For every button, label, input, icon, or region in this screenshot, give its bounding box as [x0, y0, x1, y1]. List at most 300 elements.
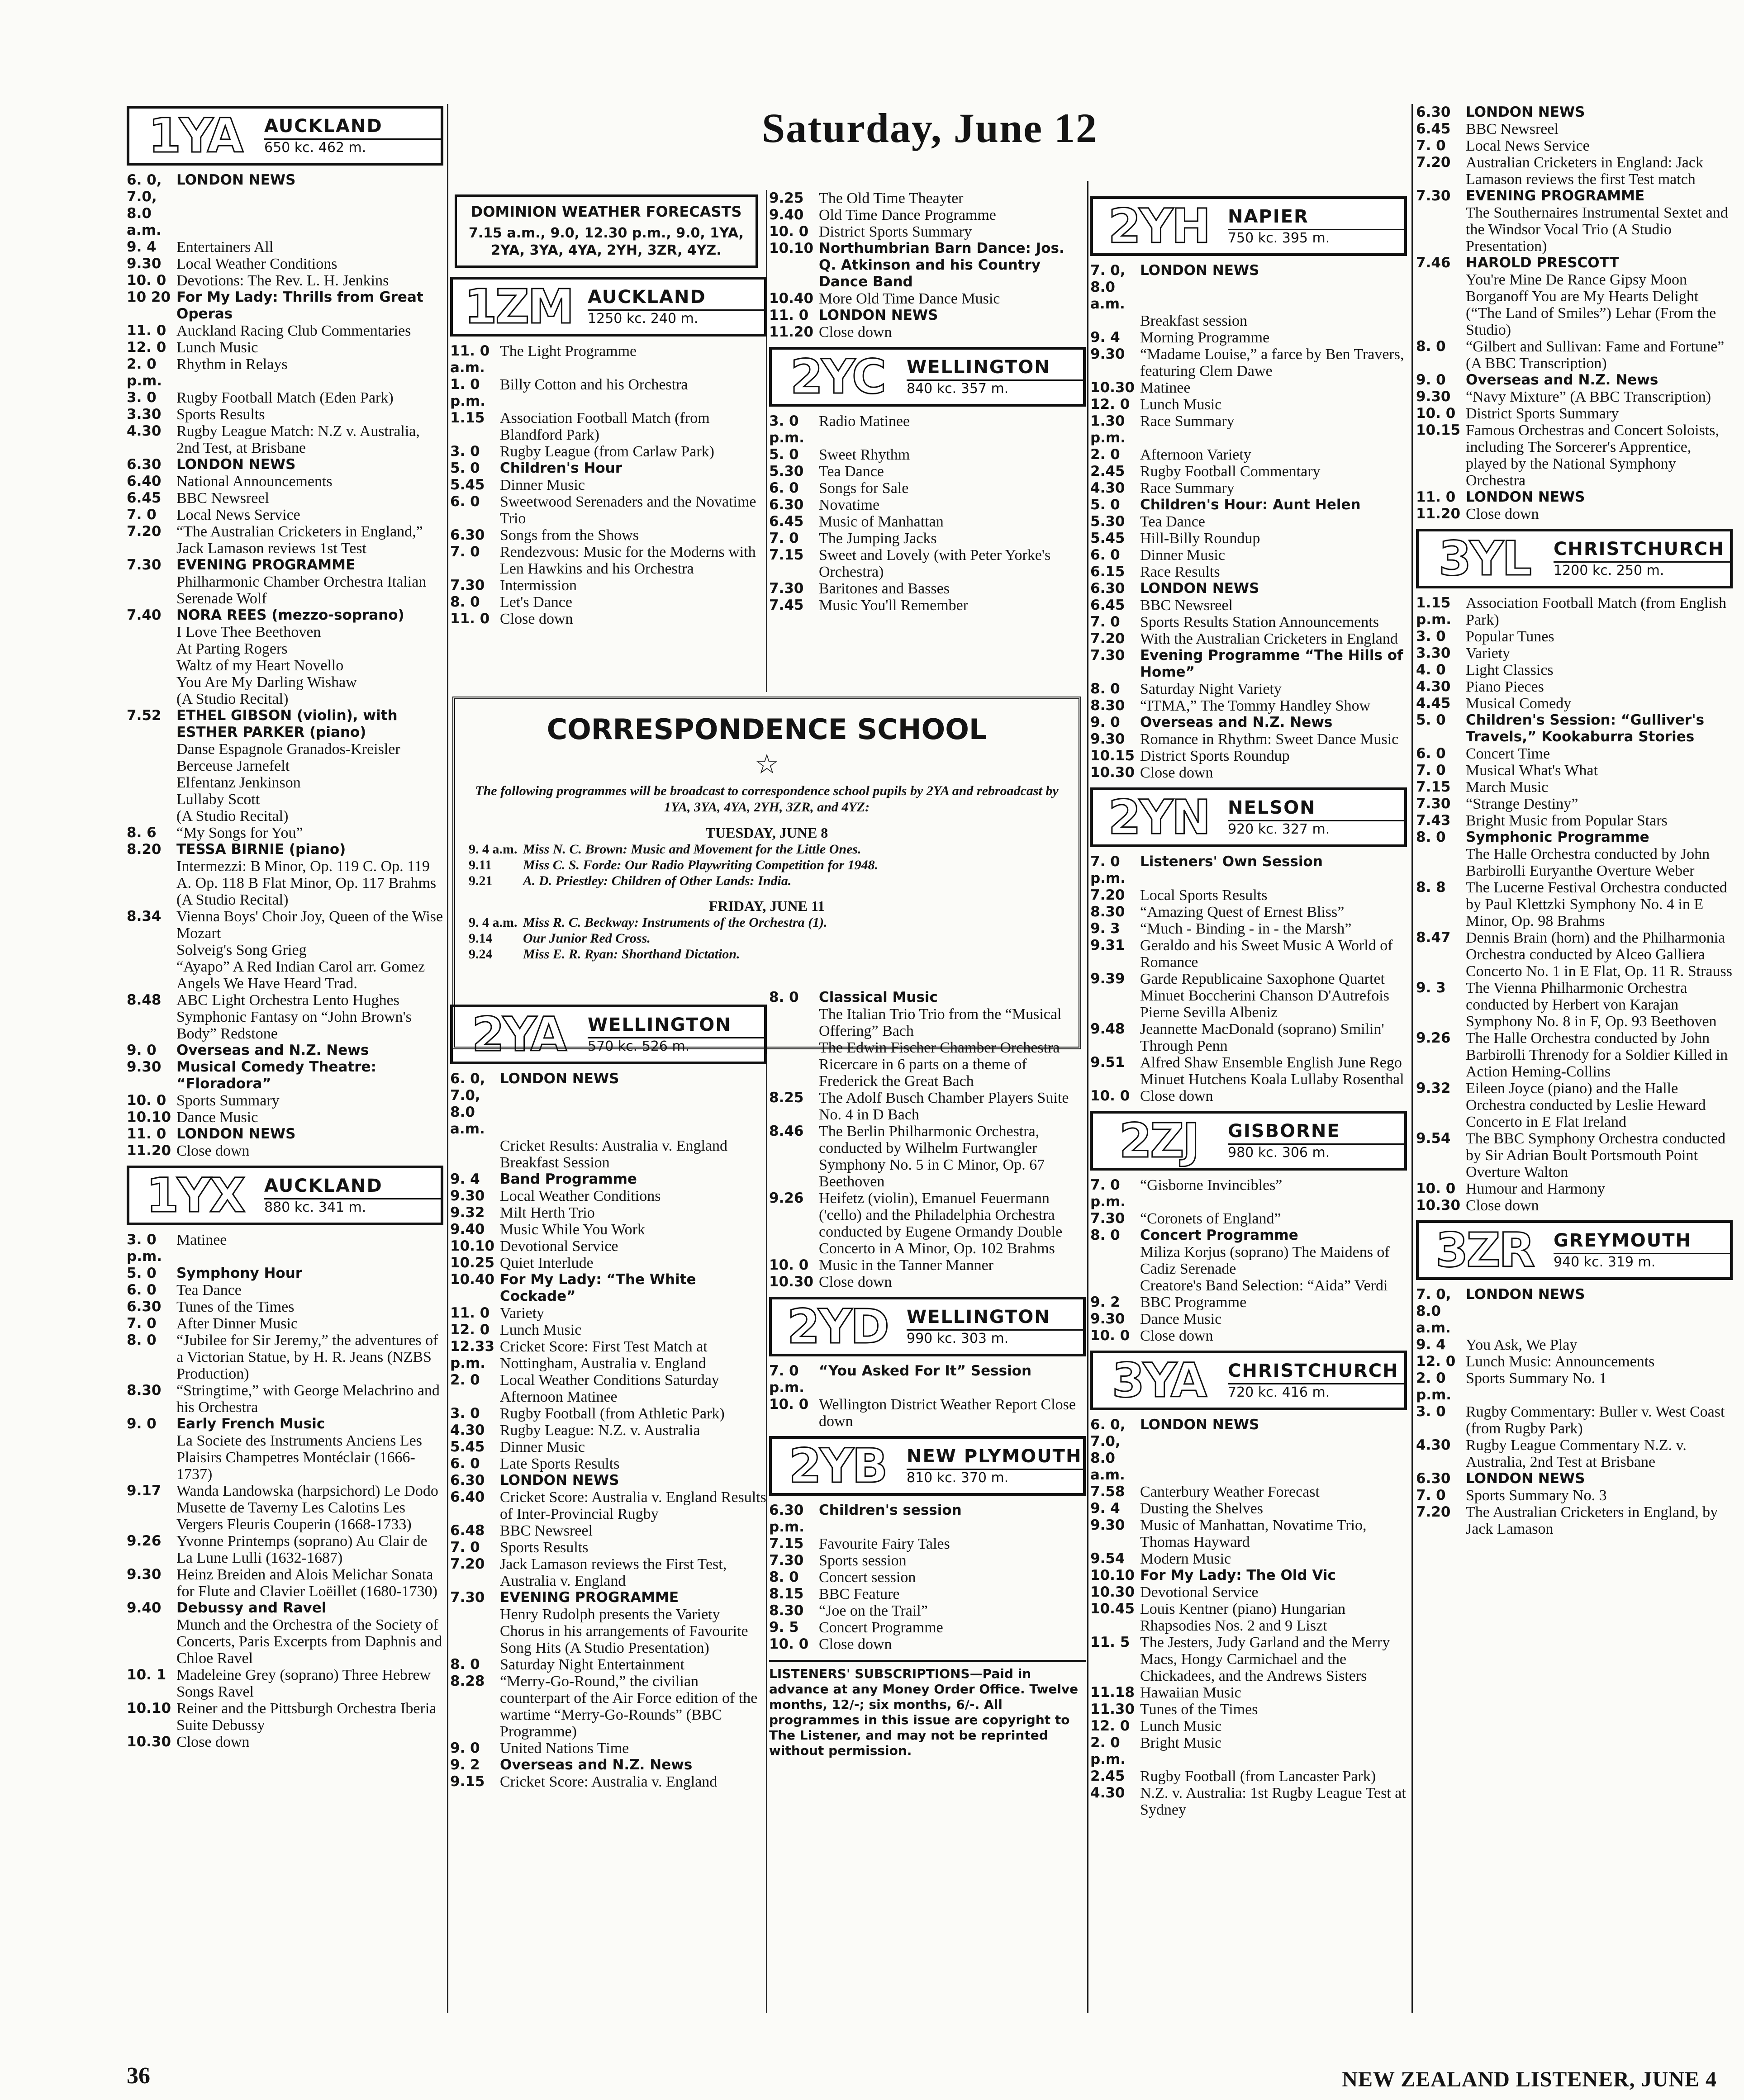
programme-item: [450, 376, 767, 410]
programme-list: [450, 343, 767, 627]
programme-time: 9.30: [1090, 1311, 1125, 1327]
programme-time: 10.40: [450, 1271, 495, 1288]
programme-time: 9.30: [1090, 1517, 1125, 1533]
programme-item: [1416, 812, 1733, 829]
programme-time: 5. 0: [450, 460, 480, 476]
programme-title: Overseas and N.Z. News: [1140, 714, 1333, 730]
programme-time: [127, 808, 176, 825]
programme-time: 8.30: [769, 1602, 804, 1619]
programme-item: [769, 223, 1086, 240]
programme-time: 11.30: [1090, 1701, 1135, 1717]
programme-time: 9.26: [127, 1533, 162, 1549]
programme-item: [769, 463, 1086, 480]
station-frequency: 1250 kc. 240 m.: [588, 309, 764, 327]
programme-title: Children's session: [819, 1502, 962, 1518]
programme-title: TESSA BIRNIE (piano): [176, 841, 346, 858]
programme-item: [769, 207, 1086, 223]
programme-item: [769, 1552, 1086, 1569]
programme-time: 10.30: [1416, 1197, 1461, 1214]
programme-title: The Light Programme: [500, 343, 637, 360]
programme-time: 12. 0: [450, 1322, 490, 1338]
programme-list: [1090, 262, 1407, 781]
programme-item: [450, 611, 767, 627]
programme-title: LONDON NEWS: [500, 1071, 619, 1087]
programme-time: 7.30: [769, 1552, 804, 1569]
programme-item: [1416, 695, 1733, 712]
programme-title: The Adolf Busch Chamber Players Suite No. 4 in D Bach: [819, 1090, 1069, 1123]
programme-title: “You Asked For It” Session: [819, 1363, 1032, 1379]
programme-time: 6.30: [127, 1299, 162, 1315]
programme-title: BBC Newsreel: [1466, 121, 1559, 137]
programme-title: Local Weather Conditions Saturday Afternoon Matinee: [500, 1372, 719, 1405]
programme-item: [450, 443, 767, 460]
programme-time: 7. 0 p.m.: [1090, 853, 1126, 886]
programme-item: [450, 577, 767, 594]
programme-time: [127, 758, 176, 774]
programme-time: 10.10: [127, 1700, 171, 1716]
programme-item: [1090, 971, 1407, 1021]
station-city: WELLINGTON: [907, 357, 1050, 378]
programme-title: Rugby League: N.Z. v. Australia: [500, 1422, 700, 1439]
programme-title: The Halle Orchestra conducted by John Barbirolli Euryanthe Overture Weber: [1466, 846, 1710, 879]
programme-time: 7.20: [450, 1556, 485, 1572]
programme-title: Breakfast session: [1140, 313, 1248, 329]
programme-title: LONDON NEWS: [1140, 580, 1259, 597]
programme-item: [1416, 137, 1733, 154]
programme-title: Overseas and N.Z. News: [176, 1042, 369, 1058]
programme-title: Dennis Brain (horn) and the Philharmonia Orchestra conducted by Alceo Galliera Concerto No. 1 in E Flat, Op. 11 R. Strauss: [1466, 929, 1732, 980]
programme-time: 4.30: [1416, 1437, 1451, 1453]
programme-item: [127, 891, 443, 908]
station-header-3zr: [1416, 1220, 1733, 1280]
station-call: 1YX: [146, 1168, 244, 1223]
programme-title: “Navy Mixture” (A BBC Transcription): [1466, 389, 1711, 405]
programme-item: [450, 1773, 767, 1790]
programme-time: 6.45: [769, 513, 804, 530]
programme-time: 9.30: [450, 1188, 485, 1204]
programme-item: [127, 1092, 443, 1109]
programme-item: [1090, 1327, 1407, 1344]
programme-time: 11.20: [769, 324, 814, 340]
programme-time: 9.39: [1090, 971, 1125, 987]
station-call: 3YA: [1112, 1353, 1206, 1408]
programme-time: 7.20: [1090, 887, 1125, 903]
programme-time: 10.10: [1090, 1567, 1135, 1583]
programme-item: [450, 1489, 767, 1522]
programme-title: HAROLD PRESCOTT: [1466, 255, 1619, 271]
page-number: 36: [127, 2063, 150, 2089]
programme-time: 10.30: [769, 1274, 814, 1290]
station-header-1yx: [127, 1166, 443, 1225]
programme-title: Close down: [819, 324, 892, 341]
programme-title: Close down: [176, 1734, 250, 1750]
programme-time: 9. 3: [1090, 920, 1120, 937]
programme-time: 8.20: [127, 841, 162, 858]
programme-time: 4.30: [450, 1422, 485, 1438]
programme-item: [127, 707, 443, 741]
programme-title: Close down: [1140, 764, 1213, 781]
programme-time: 11. 0: [1416, 489, 1456, 505]
programme-title: Listeners' Own Session: [1140, 853, 1323, 870]
programme-time: 7.46: [1416, 255, 1451, 271]
programme-title: Jack Lamason reviews the First Test, Australia v. England: [500, 1556, 727, 1589]
programme-time: 4. 0: [1416, 662, 1446, 678]
programme-time: 10. 1: [127, 1667, 166, 1683]
programme-title: Close down: [1466, 506, 1539, 522]
programme-time: 2. 0 p.m.: [1416, 1370, 1452, 1403]
programme-title: A. D. Priestley: Children of Other Lands: India.: [523, 873, 792, 888]
programme-item: [1416, 628, 1733, 645]
programme-item: [450, 1522, 767, 1539]
programme-title: Solveig's Song Grieg: [176, 942, 307, 958]
programme-title: Rugby Football Commentary: [1140, 463, 1321, 480]
programme-title: Bright Music: [1140, 1735, 1222, 1751]
programme-item: [1090, 463, 1407, 480]
programme-item: [127, 1616, 443, 1667]
programme-item: [1090, 853, 1407, 887]
programme-item: [769, 324, 1086, 341]
programme-time: 10.30: [1090, 1584, 1135, 1600]
station-header-2yc: [769, 347, 1086, 407]
programme-item: [127, 1299, 443, 1315]
programme-time: 7.20: [1090, 630, 1125, 647]
correspondence-list: [469, 841, 1065, 889]
programme-time: 5.45: [450, 477, 485, 493]
programme-item: [1416, 1080, 1733, 1130]
column-1: [127, 100, 443, 1750]
programme-time: 6.30: [127, 456, 162, 473]
programme-item: [127, 858, 443, 891]
programme-time: 10. 0: [769, 1636, 809, 1652]
programme-title: (A Studio Recital): [176, 691, 289, 707]
programme-time: 9.32: [450, 1204, 485, 1221]
programme-time: [127, 674, 176, 691]
programme-title: Quiet Interlude: [500, 1255, 594, 1271]
programme-title: Local Weather Conditions: [500, 1188, 661, 1204]
programme-item: [127, 758, 443, 774]
station-city: AUCKLAND: [264, 116, 383, 137]
programme-list: [127, 172, 443, 1159]
programme-item: [1090, 513, 1407, 530]
programme-item: [1090, 530, 1407, 547]
programme-title: Cricket Score: First Test Match at Nottingham, Australia v. England: [500, 1338, 708, 1372]
programme-item: [127, 574, 443, 607]
programme-title: Race Results: [1140, 564, 1220, 580]
programme-time: 5. 0: [1090, 497, 1120, 513]
programme-time: 5. 0: [1416, 712, 1446, 728]
station-header-3yl: [1416, 529, 1733, 588]
programme-item: [127, 289, 443, 322]
station-frequency: 650 kc. 462 m.: [264, 138, 441, 156]
programme-title: Northumbrian Barn Dance: Jos. Q. Atkinson and his Country Dance Band: [819, 240, 1064, 290]
programme-title: Favourite Fairy Tales: [819, 1536, 950, 1552]
programme-item: [1090, 480, 1407, 497]
programme-title: Hawaiian Music: [1140, 1684, 1241, 1701]
programme-item: [450, 1422, 767, 1439]
programme-time: 7. 0: [1416, 762, 1446, 778]
programme-list: [450, 1071, 767, 1790]
programme-item: [450, 1305, 767, 1322]
programme-time: 3.30: [127, 406, 162, 422]
programme-item: [127, 774, 443, 791]
programme-time: 9. 0: [127, 1416, 157, 1432]
programme-time: 9.14: [469, 931, 493, 946]
programme-title: The Australian Cricketers in England, by Jack Lamason: [1466, 1504, 1718, 1537]
programme-title: Musical Comedy: [1466, 695, 1572, 712]
programme-title: Australian Cricketers in England: Jack Lamason reviews the first Test match: [1466, 154, 1703, 188]
programme-title: Evening Programme “The Hills of Home”: [1140, 647, 1403, 680]
programme-item: [450, 544, 767, 577]
programme-time: 8.48: [127, 992, 162, 1008]
station-frequency: 920 kc. 327 m.: [1228, 820, 1404, 837]
programme-item: [450, 1238, 767, 1255]
programme-title: LONDON NEWS: [1466, 1286, 1585, 1303]
programme-title: Devotional Service: [1140, 1584, 1259, 1601]
programme-time: 10. 0: [769, 1396, 809, 1413]
programme-item: [1090, 697, 1407, 714]
programme-time: 7. 0: [769, 530, 799, 546]
programme-title: “The Australian Cricketers in England,” Jack Lamason reviews 1st Test: [176, 523, 423, 557]
programme-title: Early French Music: [176, 1416, 325, 1432]
programme-time: 2. 0: [1090, 446, 1120, 463]
programme-time: 4.30: [127, 423, 162, 439]
programme-title: Heifetz (violin), Emanuel Feuermann ('cello) and the Philadelphia Orchestra conducted by Eugene Ormandy Double Concerto in A Minor, Op. 102 Brahms: [819, 1190, 1063, 1257]
programme-item: [127, 1232, 443, 1265]
programme-title: Matinee: [1140, 379, 1191, 396]
programme-title: Tunes of the Times: [176, 1299, 295, 1315]
programme-title: Lunch Music: [500, 1322, 582, 1338]
programme-item: [127, 1667, 443, 1700]
programme-time: 9.32: [1416, 1080, 1451, 1096]
programme-item: [1416, 1286, 1733, 1337]
programme-title: Devotions: The Rev. L. H. Jenkins: [176, 272, 389, 289]
programme-item: [450, 1204, 767, 1221]
programme-title: Close down: [819, 1636, 892, 1653]
programme-item: [1416, 929, 1733, 980]
programme-item: [450, 1221, 767, 1238]
programme-item: [1090, 1701, 1407, 1718]
programme-item: [1090, 748, 1407, 764]
programme-item: [127, 1566, 443, 1600]
programme-title: Devotional Service: [500, 1238, 618, 1255]
programme-time: [127, 791, 176, 808]
correspondence-school-box: [452, 697, 1081, 1049]
programme-title: Lunch Music: [176, 339, 258, 356]
programme-time: 11. 0: [450, 1305, 490, 1321]
programme-time: 9.21: [469, 873, 493, 888]
correspondence-item: [469, 946, 1065, 962]
programme-item: [450, 1322, 767, 1338]
programme-title: BBC Newsreel: [500, 1522, 593, 1539]
programme-item: [450, 1171, 767, 1188]
programme-title: Race Summary: [1140, 480, 1235, 497]
page-footer: NEW ZEALAND LISTENER, JUNE 4: [1342, 2067, 1717, 2091]
programme-item: [1090, 1277, 1407, 1294]
programme-title: Romance in Rhythm: Sweet Dance Music: [1140, 731, 1399, 748]
programme-title: Rugby League Commentary N.Z. v. Australia, 2nd Test at Brisbane: [1466, 1437, 1687, 1470]
station-call: 2YA: [471, 1007, 565, 1062]
programme-title: Classical Music: [819, 989, 938, 1005]
programme-title: The Lucerne Festival Orchestra conducted by Paul Klettzki Symphony No. 4 in E Minor, Op. 98 Brahms: [1466, 879, 1727, 929]
programme-title: The Jesters, Judy Garland and the Merry Macs, Hongy Carmichael and the Chickadees, and the Andrews Sisters: [1140, 1634, 1390, 1684]
programme-time: 8. 0: [769, 1569, 799, 1585]
programme-title: Sports session: [819, 1552, 907, 1569]
programme-item: [1090, 1785, 1407, 1818]
programme-title: More Old Time Dance Music: [819, 290, 1000, 307]
programme-title: NORA REES (mezzo-soprano): [176, 607, 404, 623]
programme-title: The Jumping Jacks: [819, 530, 937, 547]
programme-time: 7. 0, 8.0 a.m.: [1090, 262, 1126, 312]
programme-time: 5. 0: [769, 446, 799, 463]
programme-time: [1416, 271, 1466, 338]
programme-item: [450, 493, 767, 527]
programme-list: [1416, 104, 1733, 522]
programme-title: Symphony Hour: [176, 1265, 303, 1281]
programme-title: Concert Programme: [819, 1619, 943, 1636]
programme-time: 6.48: [450, 1522, 485, 1539]
programme-title: Band Programme: [500, 1171, 637, 1187]
programme-item: [769, 580, 1086, 597]
programme-time: 8.28: [450, 1673, 485, 1689]
programme-title: I Love Thee Beethoven: [176, 624, 321, 640]
programme-title: Sweetwood Serenaders and the Novatime Trio: [500, 493, 756, 527]
programme-title: Louis Kentner (piano) Hungarian Rhapsodies Nos. 2 and 9 Liszt: [1140, 1601, 1346, 1634]
programme-time: 10. 0: [127, 1092, 166, 1109]
station-call: 1YA: [148, 108, 242, 163]
programme-item: [1416, 405, 1733, 422]
programme-item: [1090, 920, 1407, 937]
programme-item: [127, 607, 443, 624]
programme-title: Musical Comedy Theatre: “Floradora”: [176, 1059, 376, 1092]
programme-item: [1090, 1294, 1407, 1311]
programme-title: Variety: [500, 1305, 545, 1322]
programme-title: Sports Results: [500, 1539, 589, 1556]
programme-title: Intermezzi: B Minor, Op. 119 C. Op. 119 A. Op. 118 B Flat Minor, Op. 117 Brahms: [176, 858, 437, 891]
programme-item: [769, 1363, 1086, 1396]
programme-time: 3. 0: [127, 389, 157, 406]
programme-time: 10.30: [1090, 379, 1135, 396]
programme-item: [1416, 980, 1733, 1030]
programme-time: 6.30: [769, 497, 804, 513]
station-frequency: 750 kc. 395 m.: [1228, 229, 1404, 246]
programme-list: [1416, 595, 1733, 1214]
programme-title: Sports Summary No. 1: [1466, 1370, 1607, 1387]
programme-item: [1090, 1584, 1407, 1601]
programme-item: [1416, 662, 1733, 678]
programme-title: With the Australian Cricketers in England: [1140, 630, 1398, 647]
programme-title: Intermission: [500, 577, 577, 594]
programme-title: Rugby Football (from Athletic Park): [500, 1405, 725, 1422]
programme-item: [769, 513, 1086, 530]
correspondence-item: [469, 841, 1065, 857]
programme-item: [1090, 1517, 1407, 1550]
programme-item: [1416, 372, 1733, 389]
programme-time: 7.52: [127, 707, 162, 724]
programme-item: [1416, 846, 1733, 879]
programme-time: 10. 0: [769, 1257, 809, 1273]
programme-time: [1416, 846, 1466, 879]
station-frequency: 980 kc. 306 m.: [1228, 1143, 1404, 1161]
programme-title: Close down: [1140, 1088, 1213, 1105]
programme-title: Children's Session: “Gulliver's Travels,” Kookaburra Stories: [1466, 712, 1705, 745]
programme-item: [127, 356, 443, 389]
programme-item: [1090, 1601, 1407, 1634]
programme-time: 9. 3: [1416, 980, 1446, 996]
correspondence-intro: The following programmes will be broadcast to correspondence school pupils by 2YA and rebroadcast by 1YA, 3YA, 4YA, 2YH, 3ZR, and 4YZ:: [475, 783, 1059, 815]
programme-title: Concert session: [819, 1569, 916, 1586]
programme-title: Dance Music: [1140, 1311, 1222, 1327]
correspondence-title: CORRESPONDENCE SCHOOL: [546, 713, 987, 746]
programme-title: Children's Hour: Aunt Helen: [1140, 497, 1361, 513]
programme-time: 9. 0: [127, 1042, 157, 1058]
programme-item: [127, 1009, 443, 1042]
programme-item: [769, 307, 1086, 324]
programme-item: [1090, 630, 1407, 647]
programme-title: Music of Manhattan, Novatime Trio, Thomas Hayward: [1140, 1517, 1367, 1550]
programme-time: [127, 691, 176, 707]
programme-item: [769, 547, 1086, 580]
programme-item: [450, 1372, 767, 1405]
programme-title: Rendezvous: Music for the Moderns with Len Hawkins and his Orchestra: [500, 544, 756, 577]
programme-time: 11. 0: [127, 322, 166, 339]
programme-time: 9.24: [469, 947, 493, 962]
station-call: 2YB: [789, 1438, 886, 1493]
programme-item: [1416, 1437, 1733, 1470]
programme-item: [1416, 1030, 1733, 1080]
programme-title: Light Classics: [1466, 662, 1554, 678]
programme-title: Jeannette MacDonald (soprano) Smilin' Through Penn: [1140, 1021, 1384, 1054]
programme-list: [769, 413, 1086, 614]
programme-item: [127, 423, 443, 456]
station-frequency: 840 kc. 357 m.: [907, 379, 1083, 397]
programme-item: [127, 1382, 443, 1416]
programme-time: 9. 4: [127, 239, 157, 255]
programme-title: Danse Espagnole Granados-Kreisler: [176, 741, 400, 758]
programme-title: BBC Programme: [1140, 1294, 1247, 1311]
programme-title: Close down: [819, 1274, 892, 1290]
programme-title: LONDON NEWS: [1466, 1470, 1585, 1487]
programme-item: [1090, 446, 1407, 463]
programme-title: Symphonic Fantasy on “John Brown's Body” Redstone: [176, 1009, 412, 1042]
programme-time: 1.15 p.m.: [1416, 595, 1452, 628]
programme-item: [450, 1271, 767, 1305]
programme-time: 5.45: [1090, 530, 1125, 546]
programme-time: 6. 0: [769, 480, 799, 496]
programme-item: [769, 1569, 1086, 1586]
programme-item: [1416, 1337, 1733, 1353]
correspondence-day: FRIDAY, JUNE 11: [708, 898, 825, 914]
programme-item: [127, 691, 443, 707]
column-rule: [1411, 104, 1413, 2013]
programme-title: For My Lady: “The White Cockade”: [500, 1271, 696, 1304]
programme-time: 8. 0: [769, 989, 799, 1005]
programme-title: Berceuse Jarnefelt: [176, 758, 290, 774]
star-icon: ☆: [755, 749, 779, 779]
programme-item: [1416, 188, 1733, 204]
weather-times: 7.15 a.m., 9.0, 12.30 p.m., 9.0, 1YA, 2YA, 3YA, 4YA, 2YH, 3ZR, 4YZ.: [468, 225, 744, 258]
programme-time: [127, 958, 176, 975]
programme-time: 10.15: [1416, 422, 1461, 438]
programme-item: [127, 992, 443, 1009]
programme-time: 9. 4: [1416, 1337, 1446, 1353]
programme-time: 9.30: [1090, 346, 1125, 362]
programme-item: [1090, 1311, 1407, 1327]
programme-title: The Southernaires Instrumental Sextet and the Windsor Vocal Trio (A Studio Presentation): [1466, 204, 1728, 255]
programme-title: Piano Pieces: [1466, 678, 1544, 695]
programme-item: [769, 1257, 1086, 1274]
programme-item: [1416, 1370, 1733, 1403]
programme-time: [127, 741, 176, 758]
